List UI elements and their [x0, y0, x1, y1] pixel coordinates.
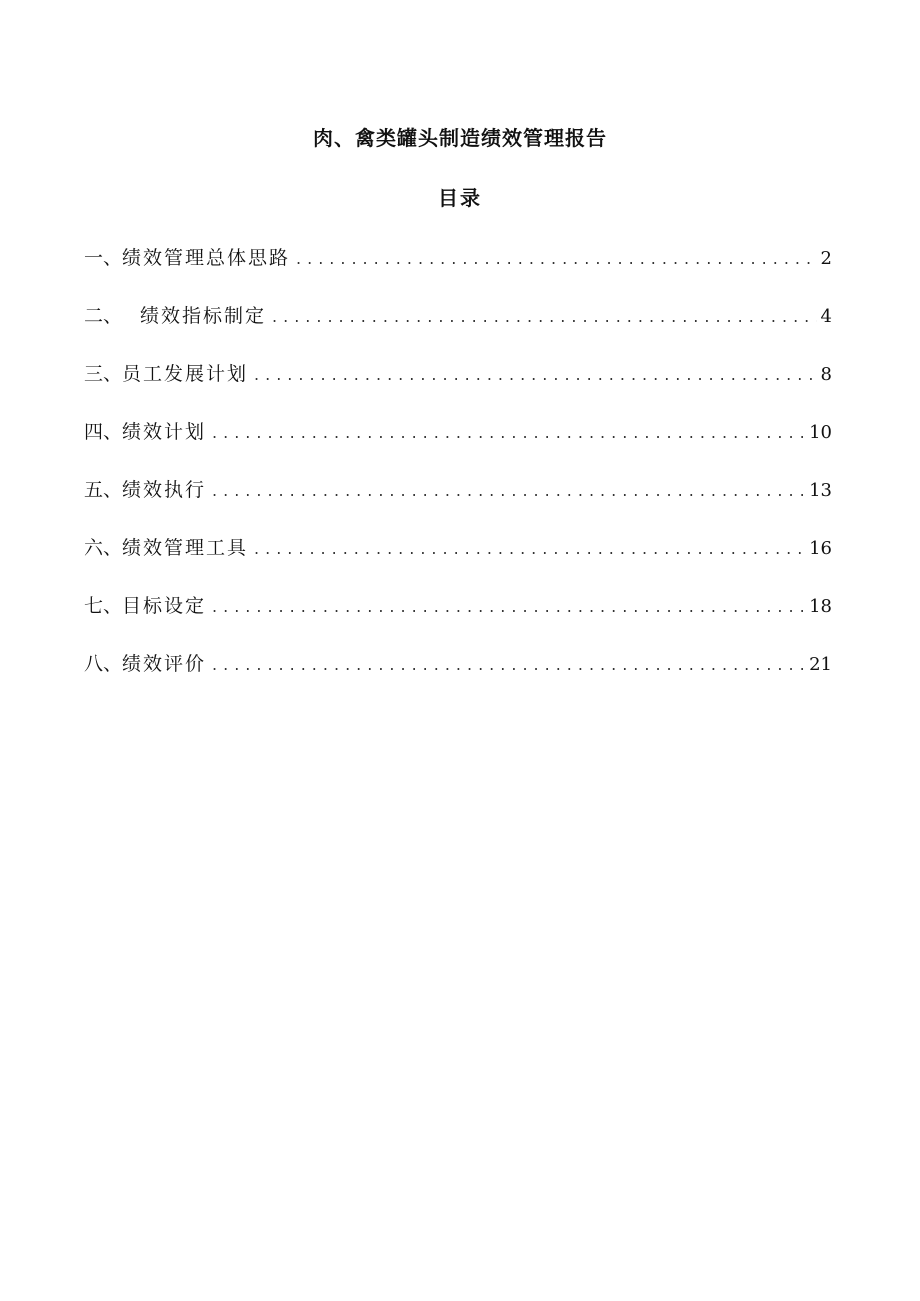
- toc-entry-label: 员工发展计划: [122, 363, 249, 385]
- toc-dot-leader: [254, 359, 817, 391]
- toc-entry[interactable]: [84, 300, 832, 358]
- toc-entry-page: 21: [809, 654, 832, 675]
- document-title: 肉、禽类罐头制造绩效管理报告: [313, 126, 607, 150]
- toc-entry-number: 五、: [84, 479, 123, 501]
- table-of-contents: [84, 242, 832, 706]
- toc-entry-number: 一、: [84, 247, 123, 269]
- toc-entry[interactable]: [84, 532, 832, 590]
- toc-dot-leader: [272, 301, 817, 333]
- toc-dot-leader: [212, 417, 805, 449]
- toc-entry-number: 八、: [84, 653, 123, 675]
- toc-entry-number: 二、: [84, 305, 123, 327]
- toc-dot-leader: [212, 591, 805, 623]
- toc-entry-number: 七、: [84, 595, 123, 617]
- toc-entry[interactable]: [84, 590, 832, 648]
- toc-entry-label: 绩效评价: [122, 653, 207, 675]
- toc-entry-page: 16: [809, 538, 832, 559]
- toc-dot-leader: [212, 649, 805, 681]
- toc-entry-page: 10: [809, 422, 832, 443]
- toc-entry-page: 4: [820, 306, 832, 327]
- toc-dot-leader: [212, 475, 805, 507]
- toc-entry-label: 绩效执行: [122, 479, 207, 501]
- toc-entry-label: 绩效管理工具: [122, 537, 249, 559]
- toc-entry-page: 18: [809, 596, 832, 617]
- toc-entry-page: 2: [820, 248, 832, 269]
- toc-entry-label: 绩效指标制定: [140, 305, 267, 327]
- toc-entry[interactable]: [84, 242, 832, 300]
- toc-heading: 目录: [438, 186, 482, 210]
- toc-entry-label: 绩效管理总体思路: [122, 247, 291, 269]
- toc-entry-label: 绩效计划: [122, 421, 207, 443]
- toc-entry-number: 四、: [84, 421, 123, 443]
- toc-entry[interactable]: [84, 648, 832, 706]
- toc-entry[interactable]: [84, 358, 832, 416]
- toc-entry-number: 三、: [84, 363, 123, 385]
- toc-entry-page: 8: [820, 364, 832, 385]
- toc-dot-leader: [296, 243, 817, 275]
- toc-entry-number: 六、: [84, 537, 123, 559]
- toc-entry[interactable]: [84, 416, 832, 474]
- toc-dot-leader: [254, 533, 805, 565]
- toc-entry-page: 13: [809, 480, 832, 501]
- toc-entry-label: 目标设定: [122, 595, 207, 617]
- toc-entry[interactable]: [84, 474, 832, 532]
